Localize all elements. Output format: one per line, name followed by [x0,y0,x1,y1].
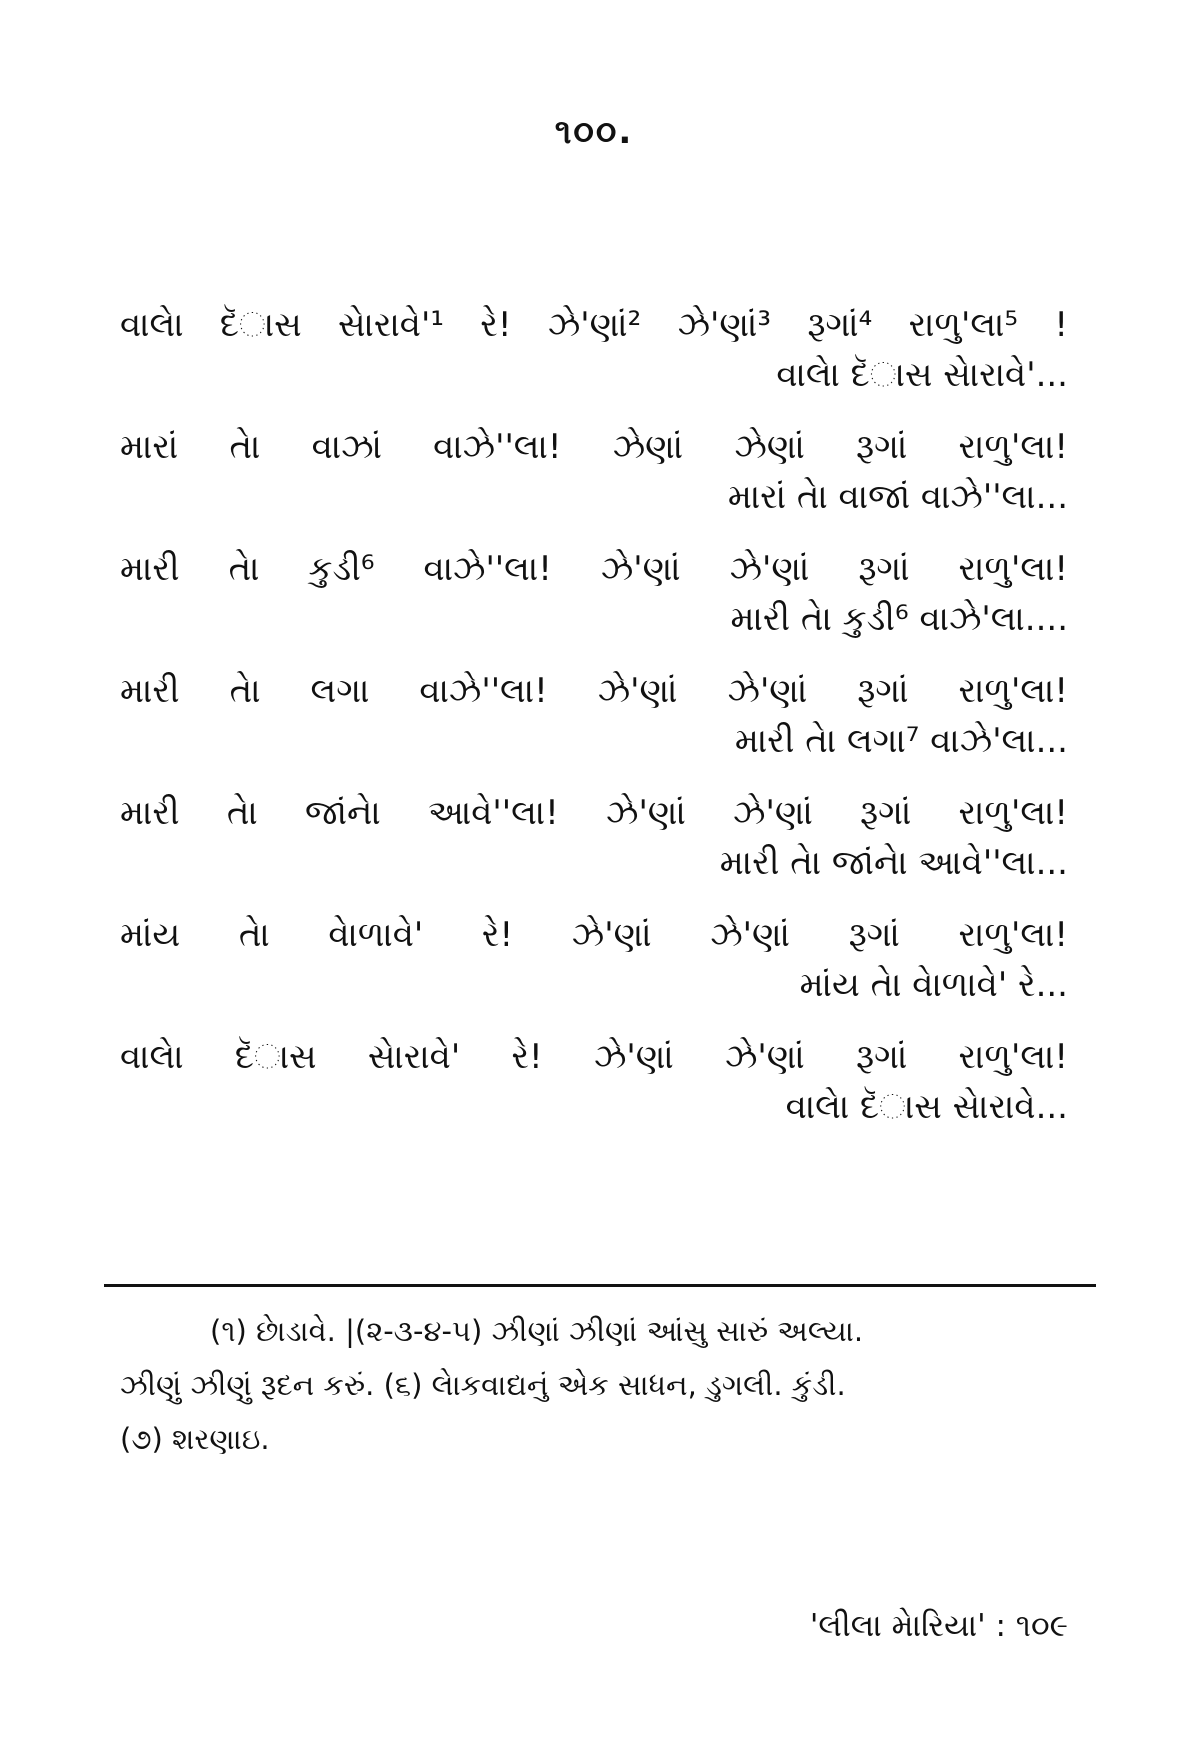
verse-line: વાલેા દૅાસ સેારાવે' રે! ઝે'ણાં ઝે'ણાં રૂગાં રાળુ'લા! [120,1037,1068,1077]
stanza [120,788,1068,888]
verse-line: માંય તેા વેાળાવે' રે! ઝે'ણાં ઝે'ણાં રૂગાં રાળુ'લા! [120,915,1068,955]
footnotes [120,1304,1068,1466]
refrain-line: વાલેા દૅાસ સેારાવે... [785,1087,1068,1127]
stanza [120,910,1068,1010]
verse-line: મારાં તેા વાઝાં વાઝે''લા! ઝેણાં ઝેણાં રૂગાં રાળુ'લા! [120,427,1068,467]
footnote-divider [104,1284,1096,1287]
verse-line: વાલેા દૅાસ સેારાવે'¹ રે! ઝે'ણાં² ઝે'ણાં³ રૂગાં⁴ રાળુ'લા⁵ ! [120,305,1068,345]
stanza [120,300,1068,400]
verse-line: મારી તેા લગા વાઝે''લા! ઝે'ણાં ઝે'ણાં રૂગાં રાળુ'લા! [120,671,1068,711]
refrain-line: માંય તેા વેાળાવે' રે... [799,965,1068,1005]
refrain-line: મારી તેા કુડી⁶ વાઝે'લા.... [730,599,1068,639]
refrain-line: મારી તેા લગા⁷ વાઝે'લા... [734,721,1068,761]
footnote-line: (૭) શરણાઇ. [120,1422,270,1456]
verse-line: મારી તેા જાંનેા આવે''લા! ઝે'ણાં ઝે'ણાં રૂગાં રાળુ'લા! [120,793,1068,833]
stanza [120,422,1068,522]
refrain-line: મારાં તેા વાજાં વાઝે''લા... [727,477,1068,517]
stanza [120,666,1068,766]
refrain-line: વાલેા દૅાસ સેારાવે'... [776,355,1068,395]
running-footer: 'લીલા મેારિયા' : ૧૦૯ [809,1608,1068,1644]
poem-body [120,300,1068,1154]
footnote-line: (૧) છેાડાવે. |(૨-૩-૪-૫) ઝીણાં ઝીણાં આંસુ સારું અલ્યા. [210,1314,864,1348]
refrain-line: મારી તેા જાંનેા આવે''લા... [719,843,1068,883]
stanza [120,544,1068,644]
verse-line: મારી તેા કુડી⁶ વાઝે''લા! ઝે'ણાં ઝે'ણાં રૂગાં રાળુ'લા! [120,549,1068,589]
page-number: ૧૦૦. [554,112,634,152]
stanza [120,1032,1068,1132]
footnote-line: ઝીણું ઝીણું રૂદન કરું. (૬) લેાકવાદ્યનું એક સાધન, ડુગલી. કુંડી. [120,1368,846,1402]
